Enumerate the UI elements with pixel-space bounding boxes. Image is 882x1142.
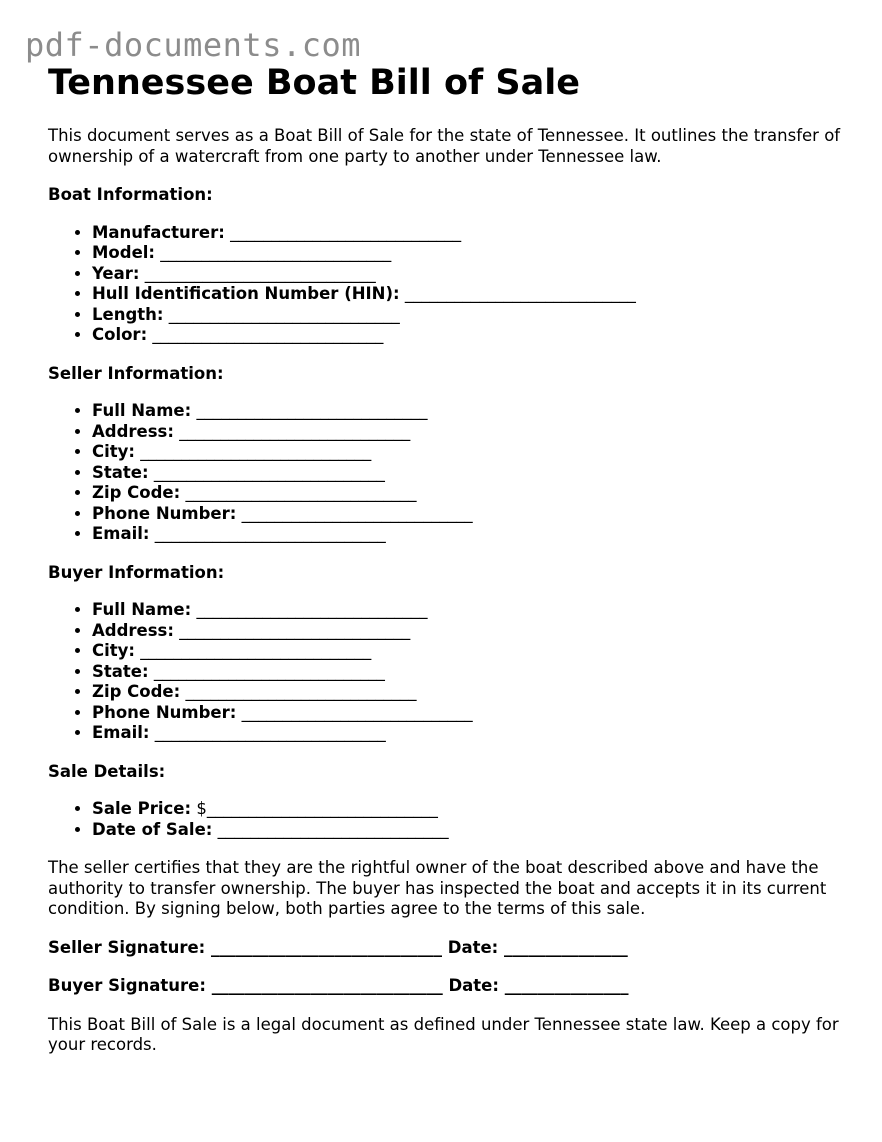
field-label: Date of Sale: (92, 819, 213, 839)
buyer-field-phone-number (92, 703, 848, 724)
boat-information-heading: Boat Information: (48, 185, 213, 204)
seller-field-zip-code (92, 483, 848, 504)
buyer-field-email (92, 723, 848, 744)
seller-field-state (92, 463, 848, 484)
field-label: State: (92, 462, 149, 482)
blank-line: ____________________________ (230, 222, 462, 242)
seller-field-full-name (92, 401, 848, 422)
blank-line: ____________________________ (217, 819, 449, 839)
seller-field-email (92, 524, 848, 545)
seller-signature-label: Seller Signature: (48, 937, 206, 957)
footer-note: This Boat Bill of Sale is a legal document as defined under Tennessee state law. Keep a copy for your records. (48, 1014, 839, 1054)
field-date-of-sale (92, 820, 848, 841)
field-label: Phone Number: (92, 503, 237, 523)
blank-line: ____________________________ (154, 723, 386, 742)
field-manufacturer (92, 223, 848, 244)
field-label: Color: (92, 325, 148, 344)
field-label: Address: (92, 620, 174, 640)
blank-line: ____________________________ (196, 401, 428, 420)
buyer-field-address (92, 621, 848, 642)
buyer-date-blank: _______________ (504, 976, 629, 995)
blank-line: ____________________________ (241, 503, 473, 523)
sale-details-list (48, 799, 848, 840)
field-label: Email: (92, 524, 150, 543)
blank-line: ____________________________ (404, 284, 636, 303)
field-label: Length: (92, 304, 164, 324)
seller-information-list (48, 401, 848, 545)
intro-paragraph: This document serves as a Boat Bill of Sale for the state of Tennessee. It outlines the transfer of ownership of a watercraft from one party to another under Tennessee law. (48, 126, 841, 166)
seller-field-city (92, 442, 848, 463)
field-label: Zip Code: (92, 682, 181, 701)
sale-details-heading: Sale Details: (48, 761, 166, 781)
blank-line: ____________________________ (168, 304, 400, 324)
field-model (92, 243, 848, 264)
field-label: City: (92, 641, 136, 660)
blank-line: ____________________________ (153, 462, 385, 482)
field-label: Manufacturer: (92, 222, 225, 242)
seller-signature-blank: ____________________________ (211, 937, 442, 957)
field-label: Year: (92, 263, 140, 283)
blank-line: ____________________________ (160, 243, 392, 262)
field-label: City: (92, 442, 136, 461)
blank-line: ____________________________ (154, 524, 386, 543)
blank-line: ____________________________ (144, 263, 376, 283)
buyer-field-zip-code (92, 682, 848, 703)
certification-paragraph: The seller certifies that they are the rightful owner of the boat described above and have the authority to transfer ownership. The buyer has inspected the boat and accepts it in its current condition. By signing below, both parties agree to the terms of this sale. (48, 858, 827, 918)
document-page (48, 60, 848, 1056)
buyer-field-state (92, 662, 848, 683)
blank-line: ____________________________ (241, 702, 473, 722)
buyer-signature-blank: ____________________________ (211, 976, 443, 995)
blank-line: $____________________________ (196, 799, 438, 818)
field-label: Zip Code: (92, 483, 181, 502)
buyer-signature-line (48, 976, 848, 997)
field-year (92, 264, 848, 285)
field-label: Full Name: (92, 401, 192, 420)
seller-field-phone-number (92, 504, 848, 525)
field-label: State: (92, 661, 149, 681)
buyer-information-heading: Buyer Information: (48, 562, 225, 582)
seller-field-address (92, 422, 848, 443)
field-sale-price (92, 799, 848, 820)
blank-line: ____________________________ (140, 442, 372, 461)
seller-information-heading: Seller Information: (48, 363, 224, 383)
seller-signature-line (48, 938, 848, 959)
blank-line: ____________________________ (153, 661, 385, 681)
field-hin (92, 284, 848, 305)
field-label: Sale Price: (92, 799, 192, 818)
blank-line: ____________________________ (185, 682, 417, 701)
blank-line: ____________________________ (179, 421, 411, 441)
field-label: Full Name: (92, 600, 192, 619)
field-length (92, 305, 848, 326)
blank-line: ____________________________ (152, 325, 384, 344)
field-color (92, 325, 848, 346)
field-label: Hull Identification Number (HIN): (92, 284, 400, 303)
buyer-date-label: Date: (448, 976, 499, 995)
blank-line: ____________________________ (196, 600, 428, 619)
field-label: Phone Number: (92, 702, 237, 722)
buyer-field-city (92, 641, 848, 662)
field-label: Address: (92, 421, 174, 441)
document-title: Tennessee Boat Bill of Sale (48, 63, 580, 103)
blank-line: ____________________________ (179, 620, 411, 640)
seller-date-label: Date: (447, 937, 499, 957)
boat-information-list (48, 223, 848, 346)
buyer-field-full-name (92, 600, 848, 621)
field-label: Email: (92, 723, 150, 742)
watermark: pdf-documents.com (25, 26, 362, 64)
blank-line: ____________________________ (185, 483, 417, 502)
buyer-signature-label: Buyer Signature: (48, 976, 206, 995)
blank-line: ____________________________ (140, 641, 372, 660)
field-label: Model: (92, 243, 156, 262)
seller-date-blank: _______________ (504, 937, 628, 957)
buyer-information-list (48, 600, 848, 744)
